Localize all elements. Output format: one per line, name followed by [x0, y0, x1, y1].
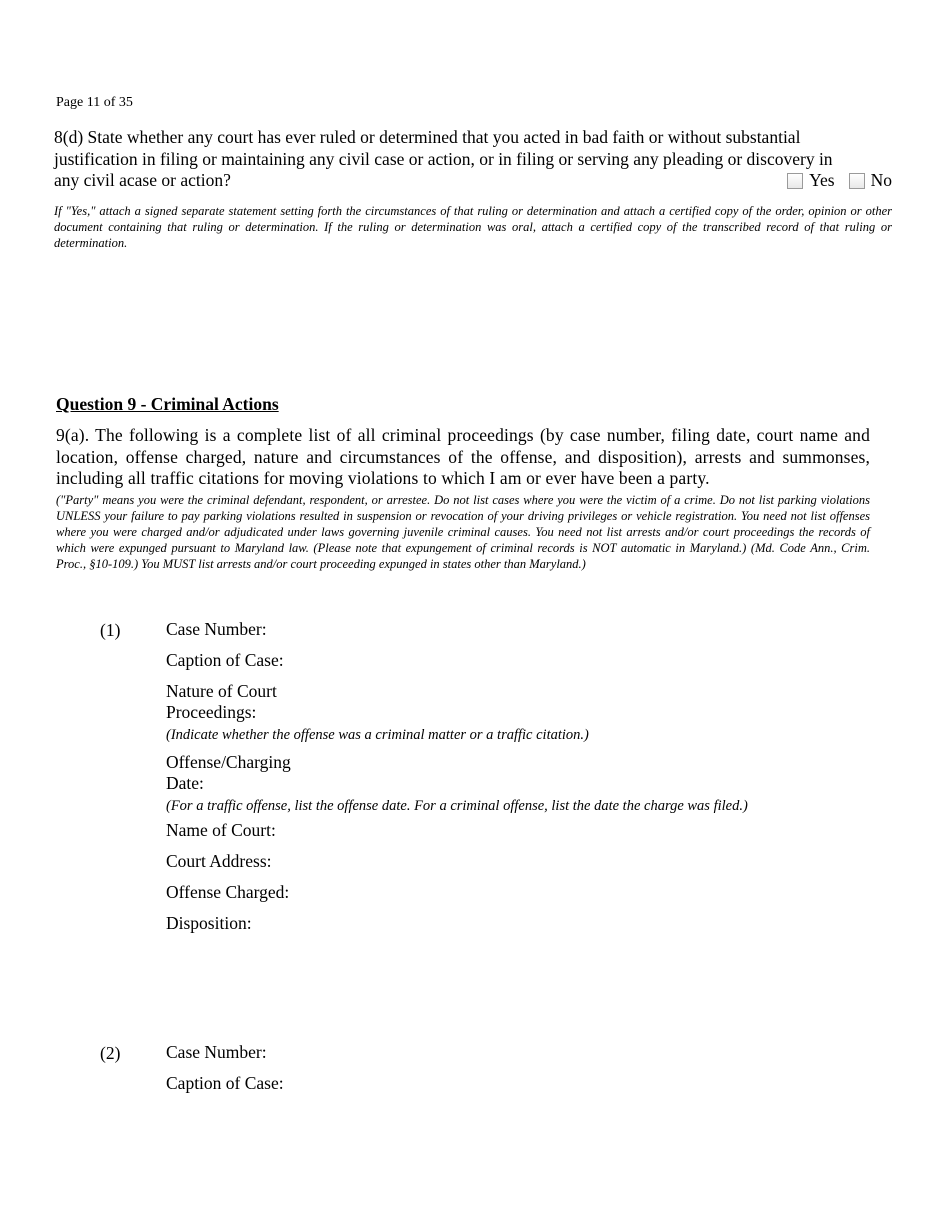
entry-1-nature-label-line1: Nature of Court [166, 681, 277, 701]
entry-1-court-name-label: Name of Court: [166, 820, 276, 840]
question-8d-text: 8(d) State whether any court has ever ruled or determined that you acted in bad faith or without substantial justification in filing or maintaining any civil case or action, or in filing or serving any pleading or discovery in [54, 127, 833, 169]
entry-1-disposition-label: Disposition: [166, 913, 252, 933]
entry-1-case-number-label: Case Number: [166, 619, 267, 639]
page-number: Page 11 of 35 [56, 95, 133, 110]
question-9a-text: 9(a). The following is a complete list of all criminal proceedings (by case number, filing date, court name and location, offense charged, nature and circumstances of the offense, and disposition), arrests and summonses, including all traffic citations for moving violations to which I am or ever have been a party. [56, 425, 870, 488]
no-label: No [870, 170, 892, 190]
entry-1-nature-hint: (Indicate whether the offense was a criminal matter or a traffic citation.) [166, 727, 589, 743]
question-9a-instructions: ("Party" means you were the criminal defendant, respondent, or arrestee. Do not list cases where you were the victim of a crime. Do not list parking violations UNLESS your failure to pay parking violations resulted in suspension or revocation of your driving privileges or vehicle registration. You need not list offenses where you were charged and/or adjudicated under laws governing juvenile criminal causes. You need not list arrests and/or court proceedings the records of which were expunged pursuant to Maryland law. (Please note that expungement of criminal records is NOT automatic in Maryland.) (Md. Code Ann., Crim. Proc., §10-109.) You MUST list arrests and/or court proceeding expunged in states other than Maryland.) [56, 493, 870, 572]
entry-1-date-label-line2: Date: [166, 773, 204, 793]
yes-checkbox[interactable] [787, 173, 803, 189]
question-8d-text-end: any civil acase or action? [54, 170, 231, 190]
question-8d-last-line [54, 170, 892, 192]
entry-1-date-hint: (For a traffic offense, list the offense date. For a criminal offense, list the date the charge was filed.) [166, 798, 748, 814]
question-9-title: Question 9 - Criminal Actions [56, 394, 279, 414]
entry-1-court-address-label: Court Address: [166, 851, 272, 871]
entry-1-number: (1) [100, 620, 121, 640]
question-8d [54, 127, 892, 192]
entry-2-case-number-label: Case Number: [166, 1042, 267, 1062]
no-checkbox[interactable] [849, 173, 865, 189]
entry-2-number: (2) [100, 1043, 121, 1063]
entry-1-caption-label: Caption of Case: [166, 650, 284, 670]
entry-1-offense-label: Offense Charged: [166, 882, 290, 902]
entry-1-nature-label-line2: Proceedings: [166, 702, 257, 722]
entry-1-date-label-line1: Offense/Charging [166, 752, 291, 772]
entry-2-caption-label: Caption of Case: [166, 1073, 284, 1093]
question-8d-instructions: If "Yes," attach a signed separate statement setting forth the circumstances of that ruling or determination and attach a certified copy of the order, opinion or other document containing that ruling or determination. If the ruling or determination was oral, attach a certified copy of the transcribed record of that ruling or determination. [54, 204, 892, 250]
yes-no-group [787, 170, 892, 192]
yes-label: Yes [809, 170, 835, 190]
